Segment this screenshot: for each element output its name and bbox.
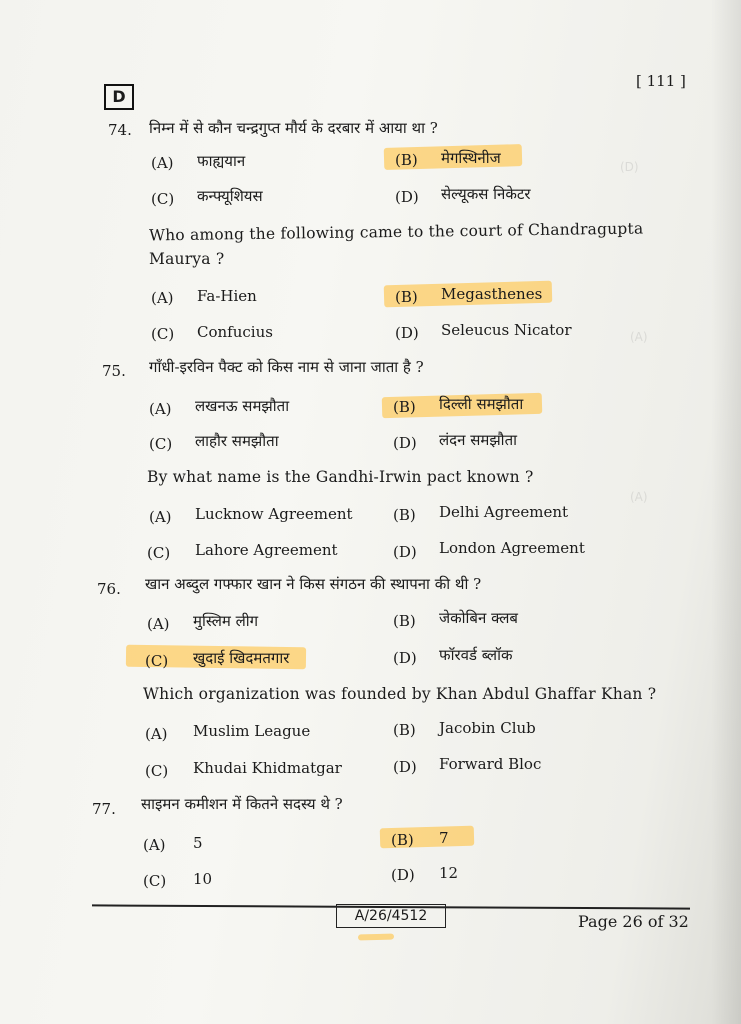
option-letter: (A) [143, 836, 166, 854]
page-edge-shadow [711, 0, 741, 1024]
paper-code: A/26/4512 [336, 904, 446, 928]
option-text: दिल्ली समझौता [439, 395, 524, 413]
footer-page-number: Page 26 of 32 [578, 912, 689, 931]
question-text-english: Which organization was founded by Khan Abdul Ghaffar Khan ? [143, 685, 657, 703]
option-text: Khudai Khidmatgar [193, 759, 342, 777]
option-letter: (B) [393, 506, 416, 524]
question-text-english: By what name is the Gandhi-Irwin pact known ? [147, 468, 534, 486]
option-letter: (B) [395, 151, 418, 169]
option-text: लखनऊ समझौता [195, 397, 290, 415]
option-letter: (A) [147, 615, 170, 633]
option-text: कन्फ्यूशियस [197, 187, 263, 205]
question-number: 76. [97, 580, 121, 598]
question-text-english: Who among the following came to the court of Chandragupta [148, 219, 644, 245]
option-letter: (A) [149, 400, 172, 418]
option-letter: (A) [151, 289, 174, 307]
option-text: 7 [439, 829, 449, 847]
option-text: Megasthenes [441, 285, 543, 303]
option-letter: (C) [147, 544, 171, 562]
option-letter: (B) [393, 398, 416, 416]
question-text-hindi: साइमन कमीशन में कितने सदस्य थे ? [141, 795, 343, 813]
option-text: फॉरवर्ड ब्लॉक [439, 646, 513, 664]
option-text: खुदाई खिदमतगार [193, 649, 290, 667]
option-text: 5 [193, 834, 203, 852]
option-text: 10 [193, 870, 213, 888]
option-text: Forward Bloc [439, 755, 542, 773]
option-text: London Agreement [439, 539, 585, 557]
option-text: Confucius [197, 323, 273, 341]
bleed-through-text: (D) [620, 160, 639, 174]
question-number: 75. [102, 362, 126, 380]
option-letter: (B) [395, 288, 418, 306]
bleed-through-text: (A) [630, 490, 648, 504]
highlight-stroke-mark [358, 933, 394, 940]
option-letter: (A) [145, 725, 168, 743]
page-number: [ 111 ] [636, 72, 686, 90]
option-text: Lahore Agreement [195, 541, 338, 559]
option-letter: (D) [393, 543, 417, 561]
question-text-hindi: निम्न में से कौन चन्द्रगुप्त मौर्य के दरबार में आया था ? [149, 119, 438, 137]
option-letter: (D) [395, 188, 419, 206]
option-letter: (C) [143, 872, 167, 890]
option-text: Fa-Hien [197, 287, 257, 305]
option-letter: (C) [145, 762, 169, 780]
option-letter: (B) [393, 612, 416, 630]
option-letter: (D) [395, 324, 419, 342]
option-letter: (B) [391, 831, 414, 849]
option-letter: (C) [145, 652, 169, 670]
option-text: लाहौर समझौता [195, 432, 279, 450]
question-text-english: Maurya ? [149, 250, 225, 268]
option-letter: (B) [393, 721, 416, 739]
question-text-hindi: गाँधी-इरविन पैक्ट को किस नाम से जाना जाता है ? [149, 358, 424, 376]
option-text: Delhi Agreement [439, 503, 569, 521]
option-letter: (C) [151, 190, 175, 208]
option-letter: (D) [393, 434, 417, 452]
option-text: Muslim League [193, 722, 311, 740]
set-code-box: D [104, 84, 134, 110]
option-text: मेगस्थिनीज [441, 149, 501, 167]
option-letter: (C) [151, 325, 175, 343]
option-text: मुस्लिम लीग [193, 612, 259, 630]
question-number: 74. [108, 121, 132, 139]
option-text: Lucknow Agreement [195, 505, 353, 523]
option-text: 12 [439, 864, 459, 882]
option-text: सेल्यूकस निकेटर [441, 185, 531, 203]
option-text: लंदन समझौता [439, 431, 517, 449]
option-text: फाह्ययान [197, 152, 246, 170]
option-text: जेकोबिन क्लब [439, 609, 518, 627]
option-letter: (C) [149, 435, 173, 453]
option-text: Seleucus Nicator [441, 321, 572, 339]
question-text-hindi: खान अब्दुल गफ्फार खान ने किस संगठन की स्थापना की थी ? [145, 575, 482, 593]
question-number: 77. [92, 800, 116, 818]
option-letter: (A) [151, 154, 174, 172]
bleed-through-text: (A) [630, 330, 648, 344]
option-letter: (D) [391, 866, 415, 884]
option-letter: (D) [393, 758, 417, 776]
option-letter: (A) [149, 508, 172, 526]
option-letter: (D) [393, 649, 417, 667]
option-text: Jacobin Club [439, 719, 536, 737]
